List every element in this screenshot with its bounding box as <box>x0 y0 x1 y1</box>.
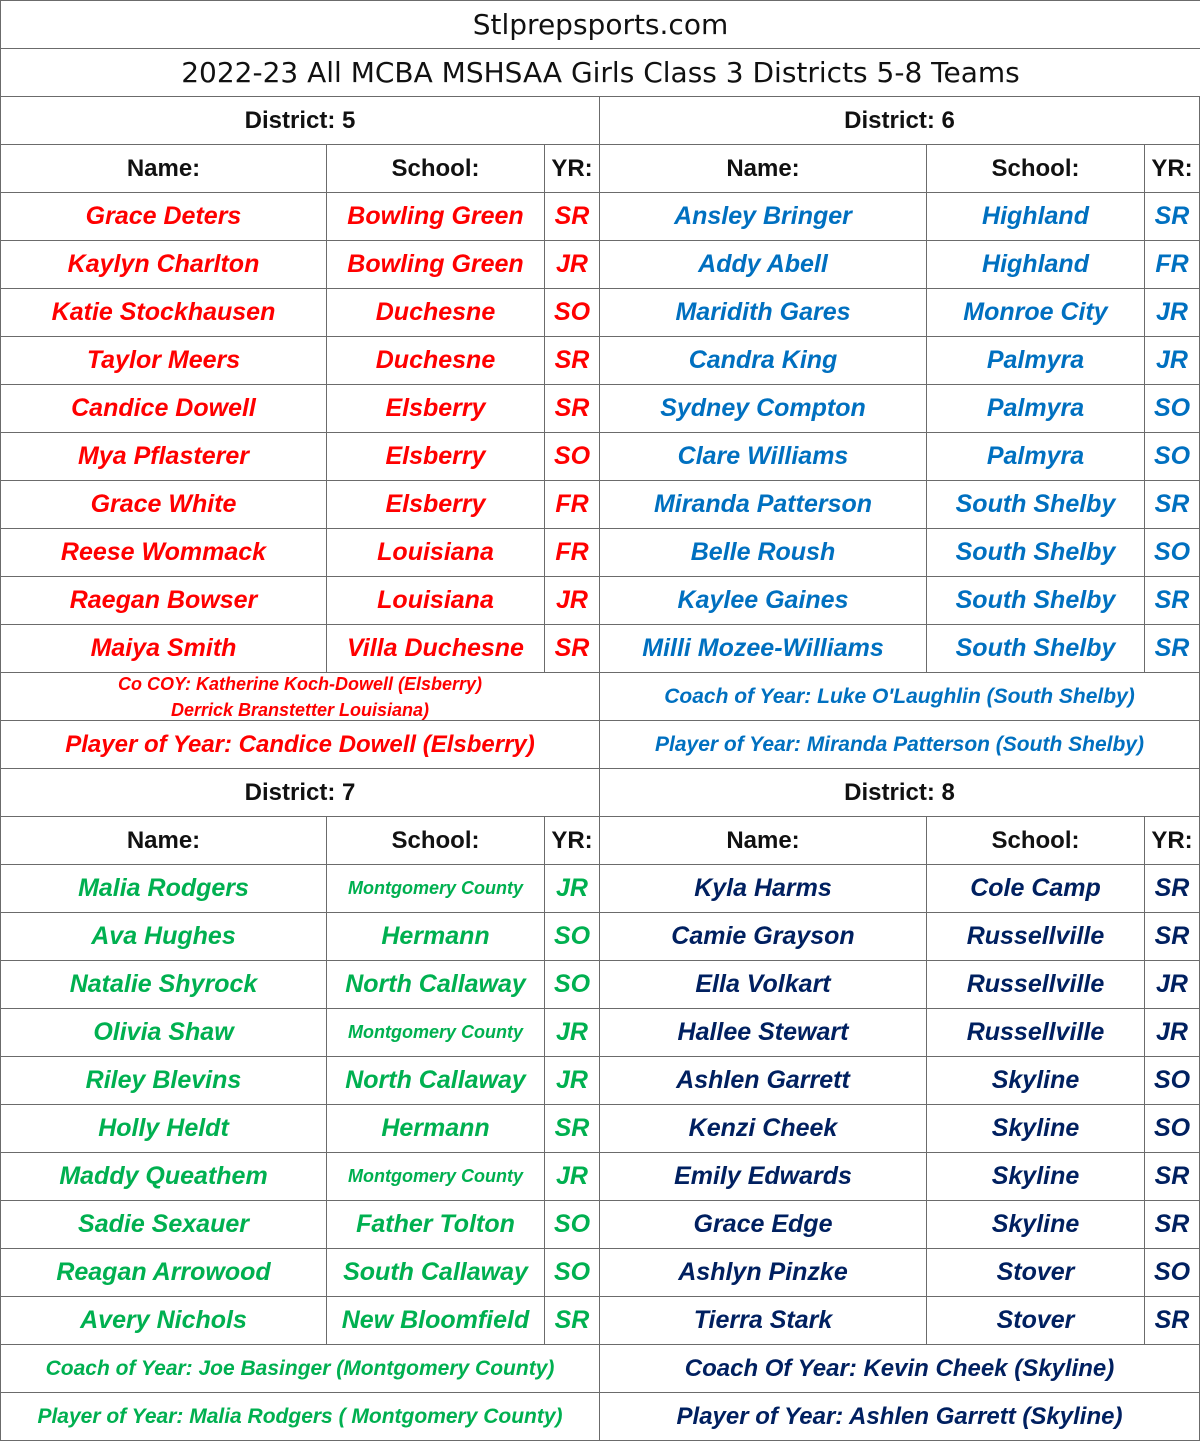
player-year: SR <box>1145 913 1200 961</box>
player-year: SO <box>1145 1105 1200 1153</box>
player-name: Belle Roush <box>600 529 927 577</box>
player-school: Skyline <box>927 1105 1145 1153</box>
player-school: South Callaway <box>327 1249 545 1297</box>
player-year: SO <box>545 289 600 337</box>
player-year: SO <box>1145 1249 1200 1297</box>
player-school: Hermann <box>327 913 545 961</box>
player-school: Louisiana <box>327 529 545 577</box>
player-year: JR <box>1145 961 1200 1009</box>
player-name: Camie Grayson <box>600 913 927 961</box>
player-school: Cole Camp <box>927 865 1145 913</box>
player-name: Tierra Stark <box>600 1297 927 1345</box>
player-year: SO <box>1145 529 1200 577</box>
col-header-school: School: <box>927 817 1145 865</box>
player-school: Duchesne <box>327 337 545 385</box>
player-school: Stover <box>927 1297 1145 1345</box>
player-name: Holly Heldt <box>0 1105 327 1153</box>
col-header-yr: YR: <box>1145 817 1200 865</box>
player-name: Riley Blevins <box>0 1057 327 1105</box>
player-name: Olivia Shaw <box>0 1009 327 1057</box>
player-name: Grace Edge <box>600 1201 927 1249</box>
player-year: SR <box>1145 1153 1200 1201</box>
player-year: SO <box>545 913 600 961</box>
player-year: SR <box>1145 481 1200 529</box>
district-label-d6: District: 6 <box>600 97 1200 145</box>
player-year: SO <box>545 433 600 481</box>
player-school: North Callaway <box>327 961 545 1009</box>
coach-of-year-line-1: Co COY: Katherine Koch-Dowell (Elsberry) <box>117 673 483 694</box>
col-header-name: Name: <box>600 145 927 193</box>
player-year: JR <box>545 1009 600 1057</box>
player-year: SR <box>1145 193 1200 241</box>
player-year: SO <box>1145 1057 1200 1105</box>
player-school: Skyline <box>927 1201 1145 1249</box>
district-label-d8: District: 8 <box>600 769 1200 817</box>
player-year: SO <box>1145 433 1200 481</box>
player-school: South Shelby <box>927 577 1145 625</box>
player-name: Miranda Patterson <box>600 481 927 529</box>
player-school: Palmyra <box>927 385 1145 433</box>
coach-of-year: Coach of Year: Luke O'Laughlin (South Shelby) <box>600 673 1200 721</box>
player-name: Maridith Gares <box>600 289 927 337</box>
player-school: Bowling Green <box>327 193 545 241</box>
player-name: Hallee Stewart <box>600 1009 927 1057</box>
player-school: Elsberry <box>327 481 545 529</box>
player-school: Russellville <box>927 961 1145 1009</box>
col-header-name: Name: <box>0 817 327 865</box>
col-header-name: Name: <box>600 817 927 865</box>
player-name: Grace White <box>0 481 327 529</box>
player-name: Ava Hughes <box>0 913 327 961</box>
player-school: Father Tolton <box>327 1201 545 1249</box>
player-of-year: Player of Year: Ashlen Garrett (Skyline) <box>600 1393 1200 1441</box>
player-school: Stover <box>927 1249 1145 1297</box>
player-school: Palmyra <box>927 433 1145 481</box>
player-school: Russellville <box>927 913 1145 961</box>
player-school: Elsberry <box>327 433 545 481</box>
col-header-name: Name: <box>0 145 327 193</box>
player-school: Highland <box>927 241 1145 289</box>
player-school: South Shelby <box>927 625 1145 673</box>
player-year: SR <box>545 1105 600 1153</box>
player-year: SR <box>545 337 600 385</box>
player-name: Natalie Shyrock <box>0 961 327 1009</box>
player-school: South Shelby <box>927 529 1145 577</box>
player-year: SR <box>1145 865 1200 913</box>
coach-of-year <box>0 673 600 721</box>
player-school: Montgomery County <box>327 1009 545 1057</box>
coach-of-year-line-2: Derrick Branstetter Louisiana) <box>170 699 430 720</box>
player-school: Elsberry <box>327 385 545 433</box>
player-year: JR <box>545 865 600 913</box>
player-name: Ashlyn Pinzke <box>600 1249 927 1297</box>
player-year: SO <box>545 1249 600 1297</box>
player-year: SR <box>545 385 600 433</box>
player-name: Addy Abell <box>600 241 927 289</box>
player-year: FR <box>545 529 600 577</box>
col-header-yr: YR: <box>545 145 600 193</box>
sheet-title: 2022-23 All MCBA MSHSAA Girls Class 3 Districts 5-8 Teams <box>0 49 1200 97</box>
player-name: Maddy Queathem <box>0 1153 327 1201</box>
player-year: JR <box>1145 1009 1200 1057</box>
player-year: SR <box>1145 577 1200 625</box>
player-year: SO <box>545 1201 600 1249</box>
player-name: Maiya Smith <box>0 625 327 673</box>
player-name: Candra King <box>600 337 927 385</box>
col-header-yr: YR: <box>545 817 600 865</box>
player-name: Ella Volkart <box>600 961 927 1009</box>
player-school: Montgomery County <box>327 865 545 913</box>
player-school: Skyline <box>927 1057 1145 1105</box>
player-name: Kaylyn Charlton <box>0 241 327 289</box>
player-name: Emily Edwards <box>600 1153 927 1201</box>
player-name: Kaylee Gaines <box>600 577 927 625</box>
coach-of-year: Coach Of Year: Kevin Cheek (Skyline) <box>600 1345 1200 1393</box>
district-label-d5: District: 5 <box>0 97 600 145</box>
col-header-school: School: <box>327 817 545 865</box>
player-year: SR <box>1145 1297 1200 1345</box>
player-year: JR <box>1145 289 1200 337</box>
player-name: Katie Stockhausen <box>0 289 327 337</box>
player-school: New Bloomfield <box>327 1297 545 1345</box>
player-year: JR <box>545 1057 600 1105</box>
player-year: SR <box>545 193 600 241</box>
player-year: SR <box>1145 625 1200 673</box>
player-school: Hermann <box>327 1105 545 1153</box>
player-year: FR <box>545 481 600 529</box>
player-school: South Shelby <box>927 481 1145 529</box>
player-year: JR <box>545 577 600 625</box>
player-year: SO <box>1145 385 1200 433</box>
player-name: Kyla Harms <box>600 865 927 913</box>
coach-of-year: Coach of Year: Joe Basinger (Montgomery County) <box>0 1345 600 1393</box>
player-year: FR <box>1145 241 1200 289</box>
player-name: Candice Dowell <box>0 385 327 433</box>
player-name: Mya Pflasterer <box>0 433 327 481</box>
player-year: JR <box>545 1153 600 1201</box>
player-name: Ansley Bringer <box>600 193 927 241</box>
player-year: JR <box>1145 337 1200 385</box>
player-year: SR <box>545 1297 600 1345</box>
player-year: SR <box>545 625 600 673</box>
player-of-year: Player of Year: Miranda Patterson (South Shelby) <box>600 721 1200 769</box>
player-school: Skyline <box>927 1153 1145 1201</box>
player-school: Monroe City <box>927 289 1145 337</box>
player-school: Duchesne <box>327 289 545 337</box>
player-school: Louisiana <box>327 577 545 625</box>
col-header-school: School: <box>327 145 545 193</box>
player-name: Reese Wommack <box>0 529 327 577</box>
player-name: Avery Nichols <box>0 1297 327 1345</box>
player-school: Highland <box>927 193 1145 241</box>
player-of-year: Player of Year: Candice Dowell (Elsberry) <box>0 721 600 769</box>
player-name: Taylor Meers <box>0 337 327 385</box>
player-name: Sydney Compton <box>600 385 927 433</box>
player-year: SO <box>545 961 600 1009</box>
player-school: Russellville <box>927 1009 1145 1057</box>
player-name: Milli Mozee-Williams <box>600 625 927 673</box>
player-name: Reagan Arrowood <box>0 1249 327 1297</box>
player-school: North Callaway <box>327 1057 545 1105</box>
player-school: Montgomery County <box>327 1153 545 1201</box>
col-header-school: School: <box>927 145 1145 193</box>
player-name: Clare Williams <box>600 433 927 481</box>
player-name: Sadie Sexauer <box>0 1201 327 1249</box>
player-of-year: Player of Year: Malia Rodgers ( Montgomery County) <box>0 1393 600 1441</box>
player-year: JR <box>545 241 600 289</box>
player-name: Malia Rodgers <box>0 865 327 913</box>
player-name: Grace Deters <box>0 193 327 241</box>
district-label-d7: District: 7 <box>0 769 600 817</box>
col-header-yr: YR: <box>1145 145 1200 193</box>
player-name: Raegan Bowser <box>0 577 327 625</box>
player-name: Ashlen Garrett <box>600 1057 927 1105</box>
site-name: Stlprepsports.com <box>0 0 1200 49</box>
player-school: Villa Duchesne <box>327 625 545 673</box>
player-school: Palmyra <box>927 337 1145 385</box>
player-name: Kenzi Cheek <box>600 1105 927 1153</box>
player-school: Bowling Green <box>327 241 545 289</box>
player-year: SR <box>1145 1201 1200 1249</box>
